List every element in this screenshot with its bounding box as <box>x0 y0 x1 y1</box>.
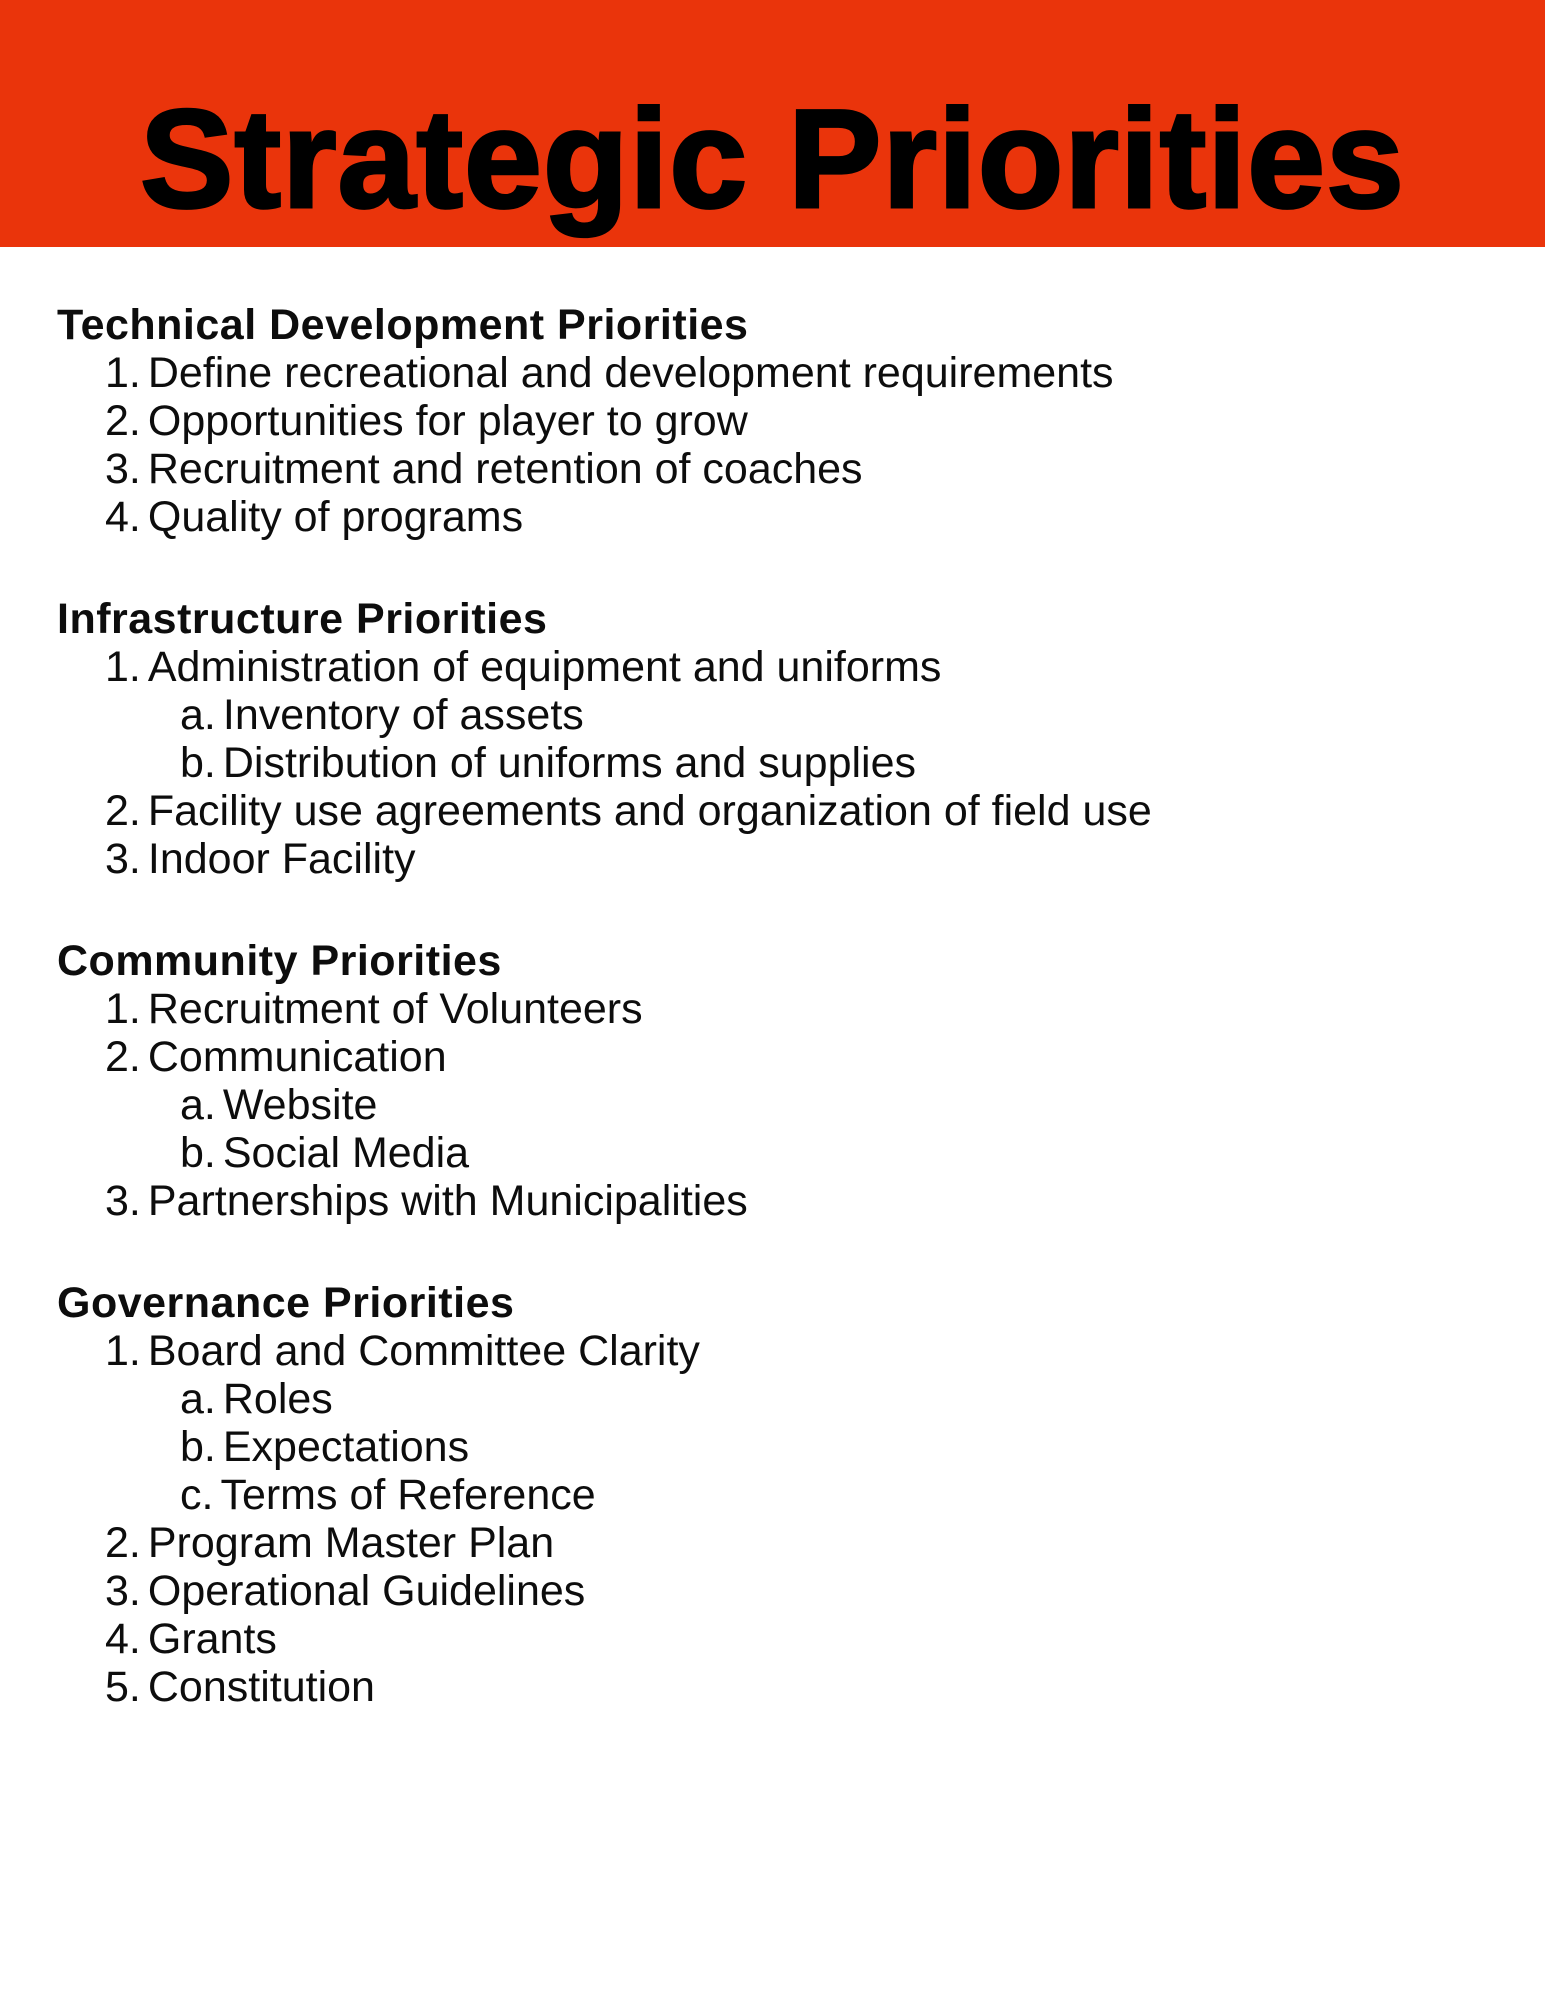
item-marker: 5. <box>105 1663 141 1711</box>
item-marker: 4. <box>105 1615 141 1663</box>
list-item <box>57 835 1488 883</box>
section-heading: Technical Development Priorities <box>57 301 749 349</box>
list-item <box>57 1177 1488 1225</box>
section-heading: Community Priorities <box>57 937 502 985</box>
item-marker: 1. <box>105 349 141 397</box>
item-text: Distribution of uniforms and supplies <box>222 739 916 787</box>
item-marker: b. <box>180 1129 216 1177</box>
item-text: Inventory of assets <box>222 691 584 739</box>
item-marker: 1. <box>105 985 141 1033</box>
item-marker: 1. <box>105 643 141 691</box>
priority-list <box>57 985 1488 1225</box>
list-item <box>57 1567 1488 1615</box>
item-marker: a. <box>180 1375 216 1423</box>
list-item <box>57 493 1488 541</box>
list-item <box>57 1375 1488 1423</box>
item-text: Indoor Facility <box>147 835 416 883</box>
item-marker: a. <box>180 691 216 739</box>
list-item <box>57 1327 1488 1375</box>
title-banner <box>0 0 1545 247</box>
item-marker: 1. <box>105 1327 141 1375</box>
item-marker: 3. <box>105 835 141 883</box>
priority-list <box>57 643 1488 883</box>
item-text: Social Media <box>222 1129 470 1177</box>
item-marker: 2. <box>105 1033 141 1081</box>
section-heading: Governance Priorities <box>57 1279 515 1327</box>
list-item <box>57 643 1488 691</box>
item-text: Opportunities for player to grow <box>147 397 748 445</box>
priority-list <box>57 349 1488 541</box>
item-marker: 2. <box>105 1519 141 1567</box>
list-item <box>57 1033 1488 1081</box>
priority-section <box>57 301 1488 541</box>
list-item <box>57 1615 1488 1663</box>
item-marker: 2. <box>105 787 141 835</box>
list-item <box>57 985 1488 1033</box>
item-marker: b. <box>180 739 216 787</box>
list-item <box>57 1471 1488 1519</box>
list-item <box>57 1423 1488 1471</box>
item-text: Constitution <box>147 1663 375 1711</box>
list-item <box>57 1663 1488 1711</box>
item-marker: 3. <box>105 445 141 493</box>
item-text: Define recreational and development requirements <box>147 349 1114 397</box>
item-text: Program Master Plan <box>147 1519 555 1567</box>
priority-section <box>57 937 1488 1225</box>
list-item <box>57 397 1488 445</box>
list-item <box>57 1081 1488 1129</box>
list-item <box>57 445 1488 493</box>
item-marker: 2. <box>105 397 141 445</box>
list-item <box>57 739 1488 787</box>
item-marker: a. <box>180 1081 216 1129</box>
item-text: Terms of Reference <box>220 1471 596 1519</box>
item-marker: c. <box>180 1471 214 1519</box>
list-item <box>57 691 1488 739</box>
item-text: Board and Committee Clarity <box>147 1327 700 1375</box>
list-item <box>57 349 1488 397</box>
priority-section <box>57 595 1488 883</box>
item-marker: 4. <box>105 493 141 541</box>
priority-section <box>57 1279 1488 1711</box>
item-text: Quality of programs <box>147 493 524 541</box>
item-text: Recruitment of Volunteers <box>147 985 643 1033</box>
item-text: Communication <box>147 1033 447 1081</box>
item-text: Facility use agreements and organization of field use <box>147 787 1152 835</box>
item-marker: b. <box>180 1423 216 1471</box>
item-text: Partnerships with Municipalities <box>147 1177 748 1225</box>
item-text: Recruitment and retention of coaches <box>147 445 863 493</box>
item-text: Grants <box>147 1615 277 1663</box>
section-heading: Infrastructure Priorities <box>57 595 548 643</box>
list-item <box>57 1519 1488 1567</box>
item-marker: 3. <box>105 1177 141 1225</box>
item-text: Operational Guidelines <box>147 1567 586 1615</box>
item-marker: 3. <box>105 1567 141 1615</box>
document-body <box>0 301 1545 1711</box>
list-item <box>57 1129 1488 1177</box>
item-text: Website <box>222 1081 378 1129</box>
item-text: Expectations <box>222 1423 470 1471</box>
item-text: Roles <box>222 1375 333 1423</box>
priority-list <box>57 1327 1488 1711</box>
list-item <box>57 787 1488 835</box>
item-text: Administration of equipment and uniforms <box>147 643 942 691</box>
page-title: Strategic Priorities <box>140 79 1405 237</box>
